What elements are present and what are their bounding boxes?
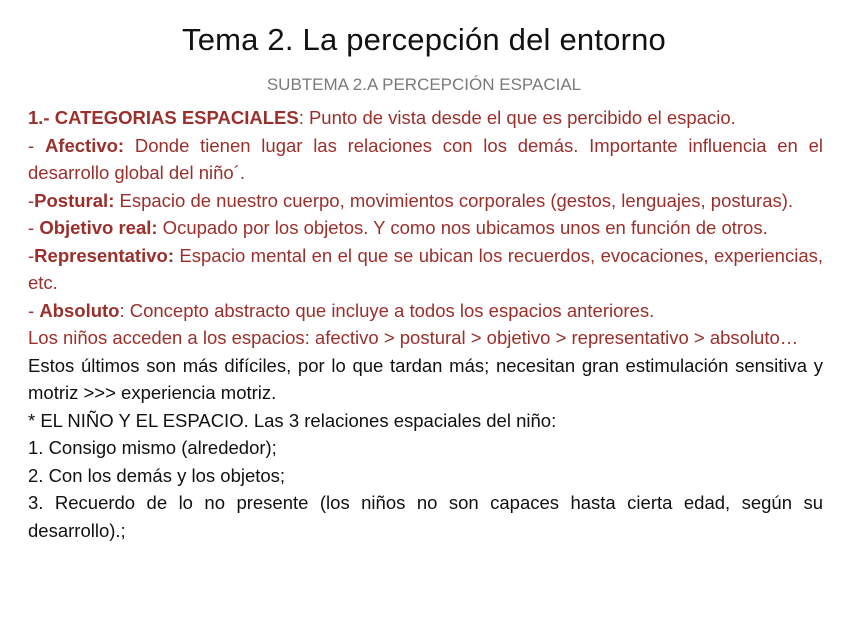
list-item-3: 3. Recuerdo de lo no presente (los niños no son capaces hasta cierta edad, según su desarrollo).; <box>28 492 823 541</box>
text-postural: Espacio de nuestro cuerpo, movimientos corporales (gestos, lenguajes, posturas). <box>114 189 794 211</box>
text-absoluto: : Concepto abstracto que incluye a todos los espacios anteriores. <box>119 299 655 321</box>
text-representativo: Espacio mental en el que se ubican los recuerdos, evocaciones, experiencias, etc. <box>28 244 823 293</box>
paragraph-orden-espacios: Los niños acceden a los espacios: afectivo > postural > objetivo > representativo > absoluto… <box>28 327 799 348</box>
list-item-2: 2. Con los demás y los objetos; <box>28 464 286 486</box>
heading-objetivo-real: Objetivo real: <box>39 217 158 238</box>
slide-subtitle: SUBTEMA 2.A PERCEPCIÓN ESPACIAL <box>266 75 582 94</box>
bullet-prefix: - <box>28 217 40 238</box>
bullet-prefix: - <box>28 244 35 266</box>
heading-absoluto: Absoluto <box>39 299 120 321</box>
paragraph-categorias <box>28 104 823 132</box>
bullet-prefix: - <box>28 189 35 211</box>
paragraph-absoluto <box>28 297 823 325</box>
text-afectivo: Donde tienen lugar las relaciones con los demás. Importante influencia en el desarrollo global del niño´. <box>28 134 823 183</box>
bullet-prefix: - <box>28 299 40 321</box>
paragraph-objetivo-real <box>28 214 823 242</box>
slide-title: Tema 2. La percepción del entorno <box>182 22 666 57</box>
text-objetivo-real: Ocupado por los objetos. Y como nos ubicamos unos en función de otros. <box>157 217 768 238</box>
text-categorias: : Punto de vista desde el que es percibido el espacio. <box>298 107 736 128</box>
paragraph-nino-espacio: * EL NIÑO Y EL ESPACIO. Las 3 relaciones espaciales del niño: <box>28 409 557 431</box>
slide-body <box>28 104 823 544</box>
heading-representativo: Representativo: <box>34 244 174 266</box>
list-item-1: 1. Consigo mismo (alrededor); <box>28 437 277 458</box>
paragraph-estimulacion: Estos últimos son más difíciles, por lo que tardan más; necesitan gran estimulación sensitiva y motriz >>> experiencia motriz. <box>28 354 823 403</box>
bullet-prefix: - <box>28 134 45 156</box>
paragraph-representativo <box>28 242 823 297</box>
heading-postural: Postural: <box>34 189 115 211</box>
paragraph-postural <box>28 187 823 215</box>
heading-afectivo: Afectivo: <box>44 134 125 156</box>
paragraph-afectivo <box>28 132 823 187</box>
heading-categorias: 1.- CATEGORIAS ESPACIALES <box>28 107 299 128</box>
